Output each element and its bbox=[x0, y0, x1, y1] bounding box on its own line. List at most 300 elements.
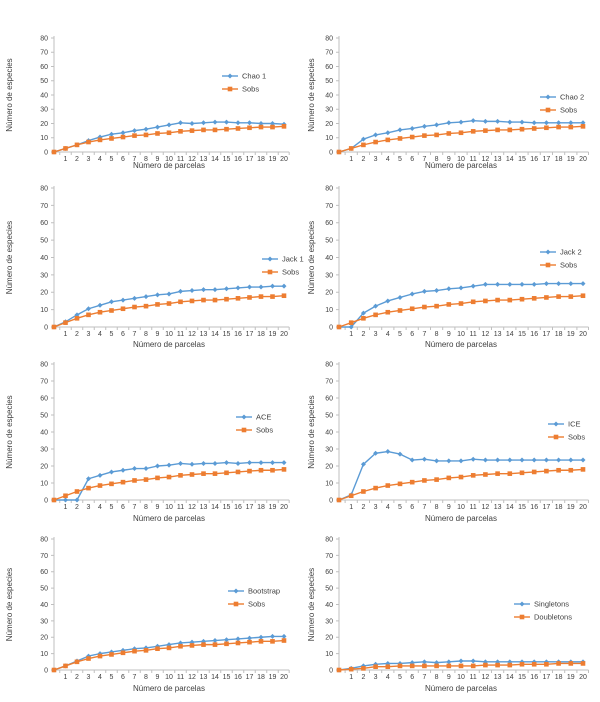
series-marker bbox=[201, 287, 206, 292]
series-marker bbox=[121, 130, 126, 135]
series-marker bbox=[520, 127, 525, 132]
x-tick-label: 14 bbox=[505, 156, 514, 163]
legend-marker bbox=[228, 74, 233, 79]
series-marker bbox=[247, 285, 252, 290]
legend-item-jack-1 bbox=[262, 255, 304, 264]
y-tick-label: 20 bbox=[325, 634, 333, 642]
series-marker bbox=[520, 458, 525, 463]
series-marker bbox=[75, 489, 80, 494]
y-tick-label: 40 bbox=[325, 601, 333, 609]
series-marker bbox=[544, 458, 549, 463]
series-marker bbox=[144, 133, 149, 138]
x-tick-label: 2 bbox=[75, 674, 79, 681]
series-marker bbox=[259, 125, 264, 130]
series-marker bbox=[236, 636, 241, 641]
series-marker bbox=[581, 124, 586, 129]
series-marker bbox=[471, 664, 476, 669]
x-tick-label: 3 bbox=[373, 156, 378, 163]
series-marker bbox=[434, 477, 439, 482]
x-tick-label: 13 bbox=[493, 674, 502, 681]
series-marker bbox=[201, 471, 206, 476]
series-jack-1 bbox=[52, 284, 287, 330]
series-marker bbox=[270, 468, 275, 473]
y-tick-label: 0 bbox=[329, 149, 333, 157]
series-marker bbox=[410, 458, 415, 463]
series-marker bbox=[569, 661, 574, 666]
y-tick-label: 80 bbox=[325, 536, 333, 544]
series-marker bbox=[155, 125, 160, 130]
series-marker bbox=[495, 471, 500, 476]
x-tick-label: 5 bbox=[398, 674, 402, 681]
series-marker bbox=[483, 119, 488, 124]
series-marker bbox=[178, 300, 183, 305]
series-marker bbox=[495, 282, 500, 287]
series-marker bbox=[132, 649, 137, 654]
legend-label: Sobs bbox=[242, 84, 260, 94]
y-axis-title: Número de especies bbox=[5, 58, 14, 132]
x-tick-label: 16 bbox=[234, 674, 242, 681]
x-tick-label: 7 bbox=[132, 674, 137, 681]
series-marker bbox=[556, 661, 561, 666]
series-marker bbox=[224, 460, 229, 465]
x-tick-label: 20 bbox=[579, 674, 587, 681]
x-tick-label: 11 bbox=[469, 156, 477, 163]
series-marker bbox=[508, 298, 513, 303]
legend-label: Sobs bbox=[560, 260, 578, 270]
series-marker bbox=[349, 320, 354, 325]
series-marker bbox=[520, 662, 525, 667]
x-tick-label: 15 bbox=[518, 331, 526, 338]
series-marker bbox=[132, 478, 137, 483]
series-marker bbox=[471, 129, 476, 134]
y-tick-label: 20 bbox=[40, 289, 48, 297]
x-axis-title: Número de parcelas bbox=[424, 340, 498, 349]
y-tick-label: 50 bbox=[40, 412, 48, 420]
series-marker bbox=[507, 120, 512, 125]
chart-ice bbox=[307, 361, 588, 523]
series-marker bbox=[532, 470, 537, 475]
x-tick-label: 6 bbox=[121, 504, 125, 511]
x-axis-title: Número de parcelas bbox=[424, 161, 498, 170]
x-tick-label: 12 bbox=[481, 331, 490, 338]
series-marker bbox=[155, 131, 160, 136]
legend-item-ice bbox=[548, 420, 581, 429]
x-tick-label: 10 bbox=[165, 674, 173, 681]
series-marker bbox=[224, 127, 229, 132]
series-marker bbox=[373, 313, 378, 318]
x-tick-label: 8 bbox=[144, 156, 148, 163]
legend-marker bbox=[554, 422, 559, 427]
series-marker bbox=[471, 457, 476, 462]
y-tick-label: 20 bbox=[40, 634, 48, 642]
series-marker bbox=[259, 460, 264, 465]
x-tick-label: 13 bbox=[493, 331, 502, 338]
y-tick-label: 70 bbox=[325, 49, 333, 57]
legend-marker bbox=[520, 615, 525, 620]
series-marker bbox=[236, 126, 241, 131]
x-tick-label: 2 bbox=[361, 156, 366, 163]
series-marker bbox=[459, 285, 464, 290]
y-tick-label: 20 bbox=[40, 120, 48, 128]
series-marker bbox=[544, 120, 549, 125]
y-tick-label: 20 bbox=[325, 120, 333, 128]
series-marker bbox=[337, 150, 342, 155]
x-tick-label: 11 bbox=[176, 156, 185, 163]
legend-marker bbox=[546, 108, 551, 113]
x-tick-label: 15 bbox=[518, 156, 526, 163]
series-marker bbox=[508, 128, 513, 133]
y-tick-label: 40 bbox=[325, 92, 333, 100]
x-tick-label: 7 bbox=[132, 331, 137, 338]
series-marker bbox=[109, 132, 114, 137]
y-tick-label: 50 bbox=[40, 237, 48, 245]
series-marker bbox=[495, 119, 500, 124]
x-tick-label: 2 bbox=[75, 331, 79, 338]
series-sobs bbox=[337, 293, 586, 329]
legend-label: Sobs bbox=[282, 267, 300, 277]
series-marker bbox=[385, 449, 390, 454]
legend-item-sobs bbox=[262, 268, 299, 277]
series-bootstrap bbox=[52, 634, 287, 673]
x-tick-label: 17 bbox=[245, 331, 254, 338]
series-marker bbox=[190, 121, 195, 126]
y-tick-label: 80 bbox=[40, 536, 48, 544]
series-marker bbox=[447, 664, 452, 669]
x-axis-title: Número de parcelas bbox=[132, 340, 206, 349]
x-tick-label: 8 bbox=[144, 331, 148, 338]
series-marker bbox=[282, 634, 287, 639]
x-tick-label: 17 bbox=[245, 674, 254, 681]
series-marker bbox=[361, 666, 366, 671]
x-tick-label: 20 bbox=[280, 331, 288, 338]
series-marker bbox=[247, 125, 252, 130]
x-tick-label: 17 bbox=[542, 331, 551, 338]
series-marker bbox=[544, 125, 549, 130]
series-marker bbox=[581, 281, 586, 286]
series-marker bbox=[556, 294, 561, 299]
series-marker bbox=[373, 140, 378, 145]
x-tick-label: 12 bbox=[481, 156, 490, 163]
series-marker bbox=[86, 306, 91, 311]
legend-marker bbox=[268, 270, 273, 275]
y-tick-label: 70 bbox=[40, 552, 48, 560]
series-marker bbox=[121, 468, 126, 473]
series-marker bbox=[270, 634, 275, 639]
x-tick-label: 13 bbox=[493, 504, 502, 511]
x-tick-label: 14 bbox=[211, 331, 219, 338]
series-marker bbox=[410, 664, 415, 669]
x-tick-label: 16 bbox=[530, 674, 539, 681]
series-marker bbox=[568, 281, 573, 286]
series-marker bbox=[144, 294, 149, 299]
x-tick-label: 8 bbox=[434, 331, 439, 338]
y-tick-label: 30 bbox=[325, 618, 333, 626]
x-tick-label: 2 bbox=[361, 504, 366, 511]
series-sobs bbox=[52, 293, 287, 329]
series-marker bbox=[532, 458, 537, 463]
series-marker bbox=[422, 664, 427, 669]
series-marker bbox=[167, 463, 172, 468]
legend-item-sobs bbox=[228, 600, 265, 609]
series-marker bbox=[98, 473, 103, 478]
series-marker bbox=[446, 120, 451, 125]
series-marker bbox=[544, 469, 549, 474]
x-tick-label: 1 bbox=[349, 504, 354, 511]
series-marker bbox=[532, 662, 537, 667]
series-marker bbox=[63, 146, 68, 151]
y-tick-label: 0 bbox=[44, 497, 48, 505]
series-marker bbox=[75, 498, 80, 503]
y-tick-label: 40 bbox=[40, 429, 48, 437]
series-marker bbox=[422, 659, 427, 664]
x-tick-label: 6 bbox=[121, 156, 125, 163]
y-tick-label: 30 bbox=[40, 272, 48, 280]
x-tick-label: 18 bbox=[554, 504, 563, 511]
y-tick-label: 80 bbox=[325, 35, 333, 43]
x-tick-label: 19 bbox=[268, 674, 277, 681]
legend-label: Bootstrap bbox=[248, 586, 281, 596]
series-marker bbox=[471, 658, 476, 663]
series-marker bbox=[213, 287, 218, 292]
series-marker bbox=[385, 298, 390, 303]
y-tick-label: 10 bbox=[325, 307, 333, 315]
series-sobs bbox=[52, 467, 287, 502]
series-marker bbox=[398, 664, 403, 669]
legend-marker bbox=[228, 87, 233, 92]
series-marker bbox=[556, 281, 561, 286]
series-marker bbox=[190, 462, 195, 467]
series-marker bbox=[224, 297, 229, 302]
x-tick-label: 13 bbox=[199, 504, 208, 511]
series-marker bbox=[167, 122, 172, 127]
series-sobs bbox=[52, 124, 287, 154]
x-tick-label: 4 bbox=[98, 674, 102, 681]
chart-singletons bbox=[307, 536, 588, 693]
y-axis-title: Número de especies bbox=[5, 395, 14, 469]
x-tick-label: 14 bbox=[505, 674, 514, 681]
x-tick-label: 11 bbox=[176, 331, 185, 338]
y-tick-label: 10 bbox=[40, 480, 48, 488]
y-tick-label: 70 bbox=[325, 552, 333, 560]
x-tick-label: 7 bbox=[422, 504, 427, 511]
y-tick-label: 40 bbox=[325, 254, 333, 262]
legend-item-sobs bbox=[540, 261, 577, 270]
series-marker bbox=[386, 664, 391, 669]
series-marker bbox=[459, 475, 464, 480]
y-tick-label: 70 bbox=[40, 49, 48, 57]
x-tick-label: 4 bbox=[98, 331, 102, 338]
series-marker bbox=[544, 662, 549, 667]
legend bbox=[548, 420, 585, 442]
series-marker bbox=[495, 298, 500, 303]
series-marker bbox=[282, 124, 287, 129]
legend-item-jack-2 bbox=[540, 248, 582, 257]
x-tick-label: 18 bbox=[257, 156, 265, 163]
x-tick-label: 2 bbox=[75, 504, 79, 511]
legend-item-chao-2 bbox=[540, 93, 584, 102]
legend-label: Sobs bbox=[568, 432, 586, 442]
series-marker bbox=[86, 656, 91, 661]
series-marker bbox=[410, 291, 415, 296]
series-marker bbox=[155, 646, 160, 651]
legend-marker bbox=[520, 602, 525, 607]
series-marker bbox=[155, 292, 160, 297]
x-axis-title: Número de parcelas bbox=[132, 514, 206, 523]
x-tick-label: 14 bbox=[505, 504, 514, 511]
series-marker bbox=[349, 667, 354, 672]
legend-marker bbox=[554, 435, 559, 440]
x-tick-label: 3 bbox=[86, 504, 91, 511]
series-marker bbox=[410, 306, 415, 311]
series-marker bbox=[508, 471, 513, 476]
x-tick-label: 16 bbox=[234, 156, 242, 163]
series-marker bbox=[459, 301, 464, 306]
series-marker bbox=[190, 643, 195, 648]
legend-item-sobs bbox=[540, 106, 577, 115]
legend bbox=[262, 255, 304, 277]
series-marker bbox=[144, 477, 149, 482]
series-marker bbox=[98, 654, 103, 659]
series-marker bbox=[178, 473, 183, 478]
x-tick-label: 1 bbox=[349, 156, 354, 163]
x-tick-label: 10 bbox=[165, 331, 173, 338]
series-marker bbox=[532, 126, 537, 131]
series-marker bbox=[201, 461, 206, 466]
x-tick-label: 19 bbox=[566, 156, 575, 163]
x-tick-label: 7 bbox=[132, 156, 137, 163]
series-line-sobs bbox=[339, 126, 583, 152]
series-marker bbox=[98, 310, 103, 315]
series-marker bbox=[282, 284, 287, 289]
series-marker bbox=[224, 637, 229, 642]
series-marker bbox=[63, 493, 68, 498]
legend-item-chao-1 bbox=[222, 72, 266, 81]
x-tick-label: 18 bbox=[257, 504, 265, 511]
y-tick-label: 20 bbox=[325, 463, 333, 471]
series-chao-1 bbox=[52, 120, 287, 155]
series-marker bbox=[167, 130, 172, 135]
y-tick-label: 30 bbox=[40, 446, 48, 454]
x-tick-label: 18 bbox=[554, 331, 563, 338]
x-tick-label: 12 bbox=[188, 674, 196, 681]
series-marker bbox=[349, 493, 354, 498]
x-tick-label: 17 bbox=[245, 504, 254, 511]
series-marker bbox=[459, 120, 464, 125]
series-marker bbox=[121, 651, 126, 656]
series-marker bbox=[190, 472, 195, 477]
y-tick-label: 30 bbox=[325, 446, 333, 454]
legend-marker bbox=[242, 415, 247, 420]
series-marker bbox=[544, 281, 549, 286]
series-marker bbox=[190, 128, 195, 133]
y-tick-label: 70 bbox=[40, 202, 48, 210]
y-tick-label: 0 bbox=[329, 497, 333, 505]
series-marker bbox=[98, 138, 103, 143]
y-tick-label: 30 bbox=[325, 272, 333, 280]
x-tick-label: 5 bbox=[109, 504, 114, 511]
legend-item-ace bbox=[236, 413, 271, 422]
legend-marker bbox=[234, 602, 239, 607]
x-tick-label: 14 bbox=[211, 156, 219, 163]
x-tick-label: 20 bbox=[579, 156, 587, 163]
series-marker bbox=[52, 325, 57, 330]
legend-label: Sobs bbox=[248, 599, 266, 609]
series-marker bbox=[144, 466, 149, 471]
series-marker bbox=[86, 486, 91, 491]
series-marker bbox=[259, 639, 264, 644]
series-marker bbox=[422, 478, 427, 483]
x-tick-label: 11 bbox=[469, 674, 477, 681]
legend-item-bootstrap bbox=[228, 587, 280, 596]
chart-bootstrap bbox=[5, 536, 289, 693]
legend-marker bbox=[546, 95, 551, 100]
series-marker bbox=[109, 299, 114, 304]
y-tick-label: 10 bbox=[325, 480, 333, 488]
series-marker bbox=[52, 498, 57, 503]
y-tick-label: 80 bbox=[40, 361, 48, 369]
series-marker bbox=[109, 482, 114, 487]
legend-marker bbox=[546, 263, 551, 268]
series-marker bbox=[155, 476, 160, 481]
series-marker bbox=[144, 127, 149, 132]
series-marker bbox=[213, 642, 218, 647]
series-marker bbox=[507, 458, 512, 463]
y-tick-label: 0 bbox=[44, 149, 48, 157]
series-marker bbox=[471, 300, 476, 305]
x-tick-label: 5 bbox=[109, 331, 114, 338]
y-tick-label: 40 bbox=[325, 429, 333, 437]
series-chao-2 bbox=[337, 118, 586, 154]
series-marker bbox=[75, 143, 80, 148]
x-tick-label: 16 bbox=[530, 156, 539, 163]
series-marker bbox=[459, 458, 464, 463]
series-marker bbox=[422, 305, 427, 310]
x-tick-label: 1 bbox=[63, 674, 68, 681]
y-tick-label: 30 bbox=[40, 618, 48, 626]
series-marker bbox=[282, 467, 287, 472]
legend bbox=[540, 248, 582, 270]
series-marker bbox=[52, 150, 57, 155]
x-tick-label: 6 bbox=[121, 331, 125, 338]
series-marker bbox=[282, 293, 287, 298]
series-marker bbox=[121, 480, 126, 485]
series-marker bbox=[459, 130, 464, 135]
series-marker bbox=[201, 120, 206, 125]
series-marker bbox=[178, 129, 183, 134]
x-tick-label: 16 bbox=[530, 504, 539, 511]
series-marker bbox=[434, 122, 439, 127]
x-tick-label: 6 bbox=[410, 674, 415, 681]
series-marker bbox=[556, 120, 561, 125]
x-tick-label: 14 bbox=[211, 504, 219, 511]
series-marker bbox=[132, 133, 137, 138]
series-marker bbox=[224, 471, 229, 476]
series-marker bbox=[532, 120, 537, 125]
legend bbox=[236, 413, 273, 435]
series-marker bbox=[581, 467, 586, 472]
series-marker bbox=[270, 460, 275, 465]
chart-chao-2 bbox=[307, 35, 588, 170]
x-tick-label: 3 bbox=[86, 156, 91, 163]
series-marker bbox=[132, 466, 137, 471]
series-marker bbox=[75, 660, 80, 665]
series-marker bbox=[446, 659, 451, 664]
x-tick-label: 3 bbox=[86, 674, 91, 681]
x-tick-label: 18 bbox=[554, 156, 563, 163]
series-marker bbox=[337, 498, 342, 503]
x-tick-label: 9 bbox=[446, 331, 451, 338]
series-marker bbox=[109, 308, 114, 313]
